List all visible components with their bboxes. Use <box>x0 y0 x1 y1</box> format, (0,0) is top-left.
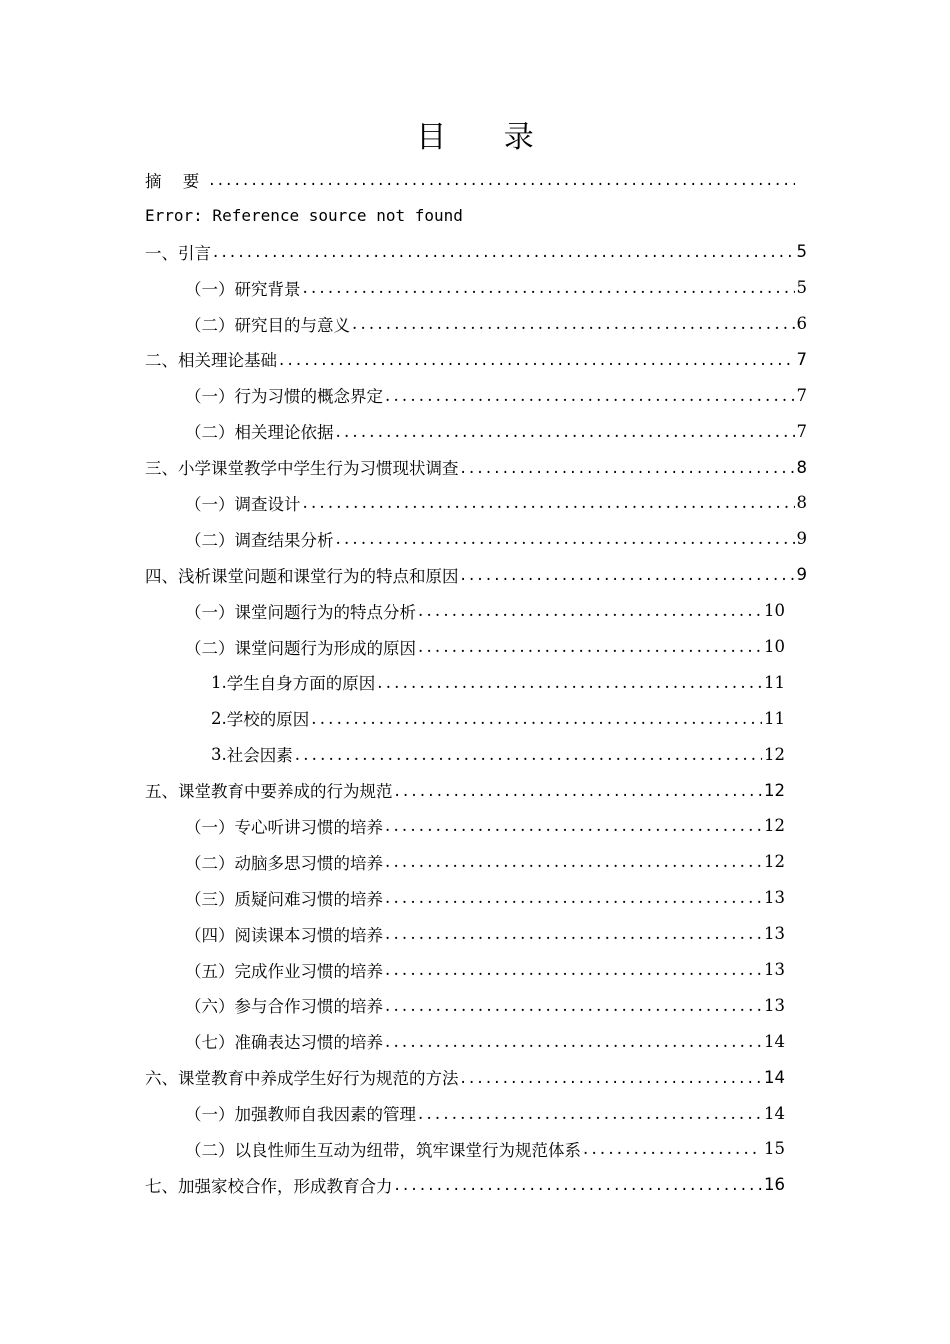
toc-entry-abstract[interactable] <box>145 162 807 198</box>
toc-entry-page: 14 <box>764 1067 785 1087</box>
toc-error-text: Error: Reference source not found <box>145 206 463 226</box>
toc-entry-label: 加强教师自我因素的管理 <box>234 1105 416 1125</box>
toc-entry-number: （一） <box>185 817 235 837</box>
toc-entry-number: （二） <box>185 423 235 443</box>
toc-entry-page: 8 <box>796 457 807 477</box>
toc-entry[interactable] <box>145 377 807 413</box>
toc-entry-label: 调查设计 <box>234 494 301 514</box>
toc-entry-label: 摘 要 <box>145 171 208 191</box>
toc-entry-number: （二） <box>185 638 235 658</box>
toc-entry[interactable] <box>145 270 807 306</box>
toc-leader-dots <box>385 996 762 1015</box>
toc-entry[interactable] <box>145 916 807 952</box>
toc-leader-dots <box>385 852 762 871</box>
toc-leader-dots <box>385 816 762 835</box>
toc-entry[interactable] <box>145 772 807 808</box>
toc-entry-page: 11 <box>764 672 785 692</box>
toc-leader-dots <box>385 924 762 943</box>
toc-entry-page: 7 <box>796 421 807 441</box>
toc-entry-label: 专心听讲习惯的培养 <box>234 817 383 837</box>
toc-entry-page: 13 <box>764 888 785 908</box>
toc-entry[interactable] <box>145 449 807 485</box>
toc-entry-number: 二、 <box>145 351 178 371</box>
toc-entry-label: 课堂教育中要养成的行为规范 <box>178 782 393 802</box>
toc-entry-page: 12 <box>764 816 785 836</box>
toc-entry-number: （五） <box>185 961 235 981</box>
toc-entry-label: 研究目的与意义 <box>234 315 350 335</box>
toc-entry-label: 课堂问题行为的特点分析 <box>234 602 416 622</box>
toc-entry-number: 3. <box>211 744 227 764</box>
toc-entry-label: 学校的原因 <box>226 710 310 730</box>
toc-entry-page: 10 <box>764 601 785 621</box>
toc-leader-dots <box>279 350 795 369</box>
toc-leader-dots <box>385 1032 762 1051</box>
toc-leader-dots <box>583 1139 762 1158</box>
toc-title: 目 录 <box>416 120 558 155</box>
toc-entry-number: （二） <box>185 853 235 873</box>
toc-entry-number: 一、 <box>145 243 178 263</box>
toc-leader-dots <box>336 422 795 441</box>
toc-entry[interactable] <box>145 341 807 377</box>
toc-entry-page: 12 <box>764 780 785 800</box>
toc-entry-label: 引言 <box>178 243 211 263</box>
toc-entry-number: （二） <box>185 1140 235 1160</box>
toc-entry-page: 5 <box>796 278 807 298</box>
toc-entry-number: 2. <box>211 708 227 728</box>
toc-entry[interactable] <box>145 485 807 521</box>
toc-entry-number: （一） <box>185 602 235 622</box>
toc-leader-dots <box>303 278 795 297</box>
toc-entry-number: 七、 <box>145 1176 178 1196</box>
toc-leader-dots <box>336 529 795 548</box>
toc-entry[interactable] <box>145 952 807 988</box>
toc-entry-number: （四） <box>185 925 235 945</box>
toc-leader-dots <box>303 493 795 512</box>
toc-entry[interactable] <box>145 880 807 916</box>
toc-entry-label: 调查结果分析 <box>234 530 334 550</box>
toc-entry[interactable] <box>145 1059 807 1095</box>
toc-entry-number: （七） <box>185 1033 235 1053</box>
toc-entry-number: （一） <box>185 494 235 514</box>
toc-leader-dots <box>213 242 795 261</box>
toc-entry-page: 16 <box>764 1175 785 1195</box>
toc-entry-label: 参与合作习惯的培养 <box>234 997 383 1017</box>
toc-entry-page: 15 <box>764 1139 785 1159</box>
toc-entry-label: 阅读课本习惯的培养 <box>234 925 383 945</box>
toc-entry-number: （二） <box>185 315 235 335</box>
toc-entry-label: 以良性师生互动为纽带，筑牢课堂行为规范体系 <box>234 1140 581 1160</box>
toc-entry-page: 6 <box>796 314 807 333</box>
toc-entry-label: 相关理论依据 <box>234 423 334 443</box>
toc-entry[interactable] <box>145 521 807 557</box>
toc-entry-label: 社会因素 <box>226 746 293 766</box>
toc-leader-dots <box>385 386 795 405</box>
toc-leader-dots <box>385 888 762 907</box>
toc-entry-number: 三、 <box>145 459 178 479</box>
toc-entry[interactable] <box>145 413 807 449</box>
toc-leader-dots <box>461 458 795 477</box>
toc-entry[interactable] <box>145 557 807 593</box>
toc-entry[interactable] <box>145 593 807 629</box>
toc-leader-dots <box>461 1068 763 1087</box>
toc-entry-number: 1. <box>211 672 227 692</box>
toc-entry-number: （一） <box>185 1105 235 1125</box>
toc-entry-label: 行为习惯的概念界定 <box>234 387 383 407</box>
toc-entry-page: 12 <box>764 852 785 872</box>
toc-entry-label: 完成作业习惯的培养 <box>234 961 383 981</box>
toc-entry-page: 9 <box>796 529 807 549</box>
toc-entry[interactable] <box>145 1131 807 1167</box>
toc-leader-dots <box>418 601 762 620</box>
toc-entry-number: （一） <box>185 279 235 299</box>
toc-entry[interactable] <box>145 306 807 342</box>
toc-leader-dots <box>352 314 795 333</box>
toc-leader-dots <box>461 565 795 584</box>
toc-leader-dots <box>295 745 762 764</box>
toc-entry-label: 研究背景 <box>234 279 301 299</box>
toc-entry[interactable] <box>145 808 807 844</box>
toc-entry-label: 小学课堂教学中学生行为习惯现状调查 <box>178 459 459 479</box>
toc-entry-number: （三） <box>185 889 235 909</box>
toc-entry-page: 14 <box>764 1103 785 1123</box>
toc-entry-page: 13 <box>764 960 785 980</box>
toc-entry[interactable] <box>145 234 807 270</box>
toc-entry-label: 质疑问难习惯的培养 <box>234 889 383 909</box>
toc-entry-page: 7 <box>796 385 807 405</box>
toc-entry-label: 准确表达习惯的培养 <box>234 1033 383 1053</box>
toc-leader-dots <box>377 673 762 692</box>
toc-leader-dots <box>418 1104 762 1123</box>
toc-entry-number: （六） <box>185 997 235 1017</box>
toc-entry[interactable] <box>145 987 807 1023</box>
toc-entry-label: 相关理论基础 <box>178 351 277 371</box>
toc-entry[interactable] <box>145 736 807 772</box>
toc-entry-number: （一） <box>185 387 235 407</box>
toc-entry-page: 7 <box>796 349 807 369</box>
toc-entry-page: 10 <box>764 637 785 657</box>
toc-entry-label: 学生自身方面的原因 <box>226 674 376 694</box>
toc-leader-dots <box>395 1175 763 1194</box>
toc-entry-number: （二） <box>185 530 235 550</box>
toc-entry-label: 加强家校合作，形成教育合力 <box>178 1176 393 1196</box>
toc-entry-page: 11 <box>764 708 785 728</box>
toc-entry[interactable] <box>145 1095 807 1131</box>
toc-entry[interactable] <box>145 1167 807 1203</box>
toc-entry[interactable] <box>145 1023 807 1059</box>
toc-entry-number: 五、 <box>145 782 178 802</box>
toc-entry[interactable] <box>145 700 807 736</box>
toc-entry-page: 13 <box>764 995 785 1015</box>
toc-entry-page: 14 <box>764 1031 785 1051</box>
toc-entry-label: 动脑多思习惯的培养 <box>234 853 383 873</box>
toc-entry[interactable] <box>145 629 807 665</box>
toc-entry-number: 四、 <box>145 566 178 586</box>
toc-leader-dots <box>209 170 795 189</box>
toc-entry-number: 六、 <box>145 1069 178 1089</box>
toc-entry[interactable] <box>145 844 807 880</box>
toc-entry-error <box>145 198 807 234</box>
toc-entry-label: 浅析课堂问题和课堂行为的特点和原因 <box>178 566 459 586</box>
toc-entry-page: 8 <box>796 493 807 513</box>
toc-entry-label: 课堂教育中养成学生好行为规范的方法 <box>178 1069 459 1089</box>
toc-entry-page: 5 <box>796 242 807 262</box>
toc-entry-page: 13 <box>764 924 785 944</box>
toc-leader-dots <box>395 781 763 800</box>
toc-entry-page: 9 <box>796 565 807 585</box>
table-of-contents <box>145 162 807 1203</box>
toc-leader-dots <box>418 637 762 656</box>
toc-leader-dots <box>311 709 762 728</box>
toc-entry-page: 12 <box>764 744 785 764</box>
toc-entry[interactable] <box>145 664 807 700</box>
toc-leader-dots <box>385 960 762 979</box>
toc-entry-label: 课堂问题行为形成的原因 <box>234 638 416 658</box>
